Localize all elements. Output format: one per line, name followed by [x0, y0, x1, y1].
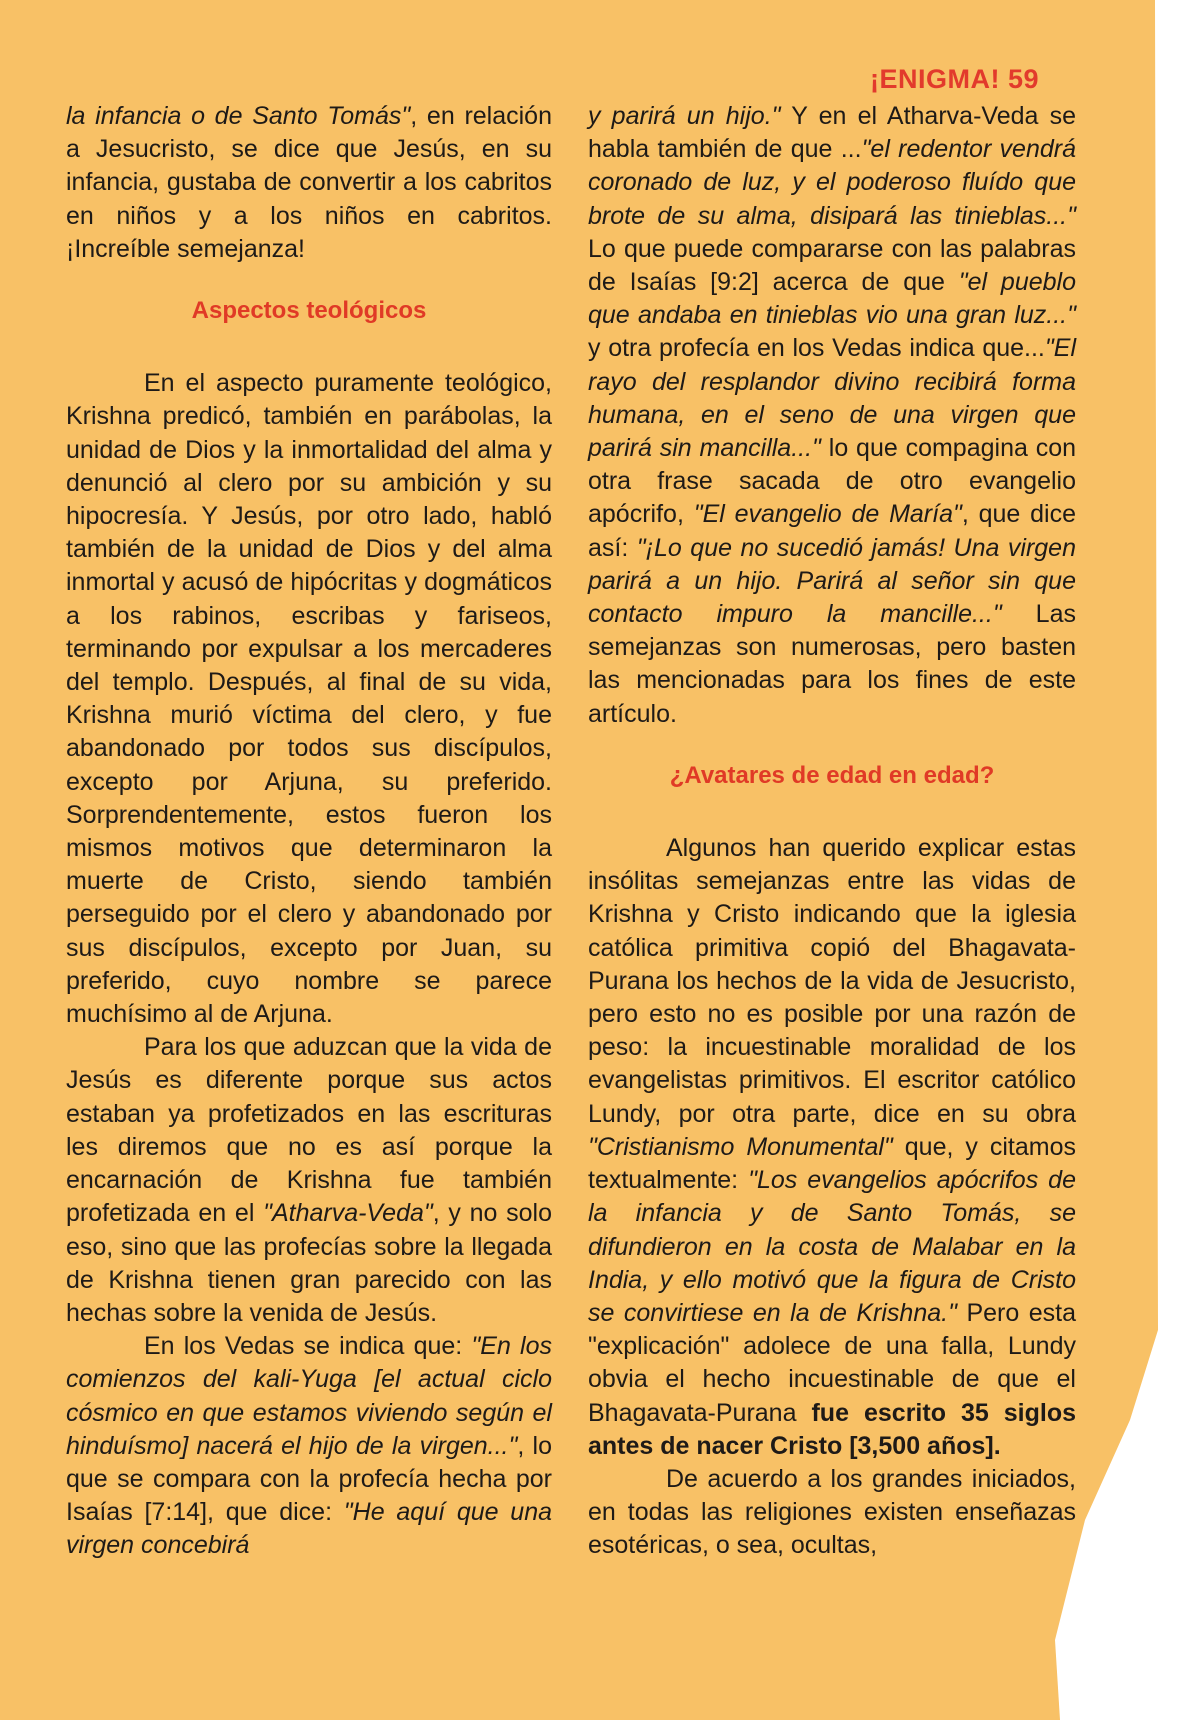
text-run: y otra profecía en los Vedas indica que... — [588, 334, 1045, 363]
text-run: Algunos han querido explicar estas insólitas semejanzas entre las vidas de Krishna y Cristo indicando que la iglesia católica primitiva copió del Bhagavata-Purana los hechos de la vida de Jesucristo, pero esto no es posible por una razón de peso: la incuestinable moralidad de los evangelistas primitivos. El escritor católico Lundy, por otra parte, dice en su obra — [588, 834, 1076, 1128]
section-heading: ¿Avatares de edad en edad? — [669, 761, 995, 789]
text-run: , y no solo eso, sino que las profecías sobre la llegada de Krishna tienen gran parecido con las hechas sobre la venida de Jesús. — [66, 1199, 553, 1327]
paragraph — [66, 1031, 552, 1330]
text-run: , en relación a Jesucristo, se dice que Jesús, en su infancia, gustaba de convertir a los cabritos en niños y a los niños en cabritos. ¡Increíble semejanza! — [66, 102, 552, 263]
italic-text: "He aquí que una virgen concebirá — [66, 1498, 553, 1560]
paragraph — [66, 367, 552, 1031]
paragraph — [588, 1463, 1076, 1563]
right-column — [588, 100, 1076, 1563]
left-column — [66, 100, 552, 1563]
italic-text: "Cristianismo Monumental" — [588, 1132, 893, 1161]
text-run: Y en el Atharva-Veda se habla también de que ... — [588, 102, 1076, 164]
italic-text: la infancia o de Santo Tomás" — [66, 102, 411, 130]
text-run: que, y citamos textualmente: — [588, 1132, 1076, 1195]
text-run: Lo que puede compararse con las palabras de Isaías [9:2] acerca de que — [588, 234, 1076, 297]
text-run: fue escrito 35 siglos antes de nacer Cristo [3,500 años]. — [588, 1398, 1076, 1460]
italic-text: y parirá un hijo." — [588, 102, 781, 130]
italic-text: "El rayo del resplandor divino recibirá forma humana, en el seno de una virgen que parirá sin mancilla..." — [588, 334, 1076, 463]
paragraph — [588, 832, 1076, 1463]
text-run: Las semejanzas son numerosas, pero basten las mencionadas para los fines de este artículo. — [588, 600, 1076, 728]
italic-text: "el redentor vendrá coronado de luz, y el poderoso fluído que brote de su alma, disipará las tinieblas..." — [588, 135, 1076, 230]
text-run: Para los que aduzcan que la vida de Jesús es diferente porque sus actos estaban ya profetizados en las escrituras les diremos que no es así porque la encarnación de Krishna fue también profetizada en el — [66, 1033, 552, 1228]
paragraph — [66, 100, 552, 266]
paragraph — [588, 100, 1076, 731]
text-run: En el aspecto puramente teológico, Krishna predicó, también en parábolas, la unidad de Dios y la inmortalidad del alma y denunció al clero por su ambición y su hipocresía. Y Jesús, por otro lado, habló también de la unidad de Dios y del alma inmortal y acusó de hipócritas y dogmáticos a los rabinos, escribas y fariseos, terminando por expulsar a los mercaderes del templo. Después, al final de su vida, Krishna murió víctima del clero, y fue abandonado por todos sus discípulos, excepto por Arjuna, su preferido. Sorprendentemente, estos fueron los mismos motivos que determinaron la muerte de Cristo, siendo también perseguido por el clero y abandonado por sus discípulos, excepto por Juan, su preferido, cuyo nombre se parece muchísimo al de Arjuna. — [66, 369, 552, 1029]
paragraph — [66, 1330, 552, 1562]
page-header: ¡ENIGMA! 59 — [870, 64, 1040, 94]
italic-text: "¡Lo que no sucedió jamás! Una virgen parirá a un hijo. Parirá al señor sin que contacto impuro la mancille..." — [588, 533, 1076, 629]
italic-text: "Los evangelios apócrifos de la infancia y de Santo Tomás, se difundieron en la costa de Malabar en la India, y ello motivó que la figura de Cristo se convirtiese en la de Krishna." — [588, 1166, 1076, 1327]
text-run: lo que compagina con otra frase sacada de otro evangelio apócrifo, — [588, 434, 1076, 529]
text-run: , lo que se compara con la profecía hecha por Isaías [7:14], que dice: — [66, 1431, 552, 1527]
text-run: Pero esta "explicación" adolece de una falla, Lundy obvia el hecho incuestinable de que el Bhagavata-Purana — [588, 1298, 1076, 1427]
italic-text: "el pueblo que andaba en tinieblas vio una gran luz..." — [588, 268, 1076, 330]
text-run: De acuerdo a los grandes iniciados, en todas las religiones existen enseñazas esotéricas, o sea, ocultas, — [588, 1464, 1076, 1560]
section-heading: Aspectos teológicos — [191, 297, 427, 325]
text-run: En los Vedas se indica que: — [144, 1332, 472, 1361]
italic-text: "Atharva-Veda" — [263, 1199, 433, 1228]
text-run: , que dice así: — [588, 500, 1076, 562]
italic-text: "El evangelio de María" — [693, 500, 962, 529]
italic-text: "En los comienzos del kali-Yuga [el actual ciclo cósmico en que estamos viviendo según el hinduísmo] nacerá el hijo de la virgen..." — [66, 1332, 552, 1460]
